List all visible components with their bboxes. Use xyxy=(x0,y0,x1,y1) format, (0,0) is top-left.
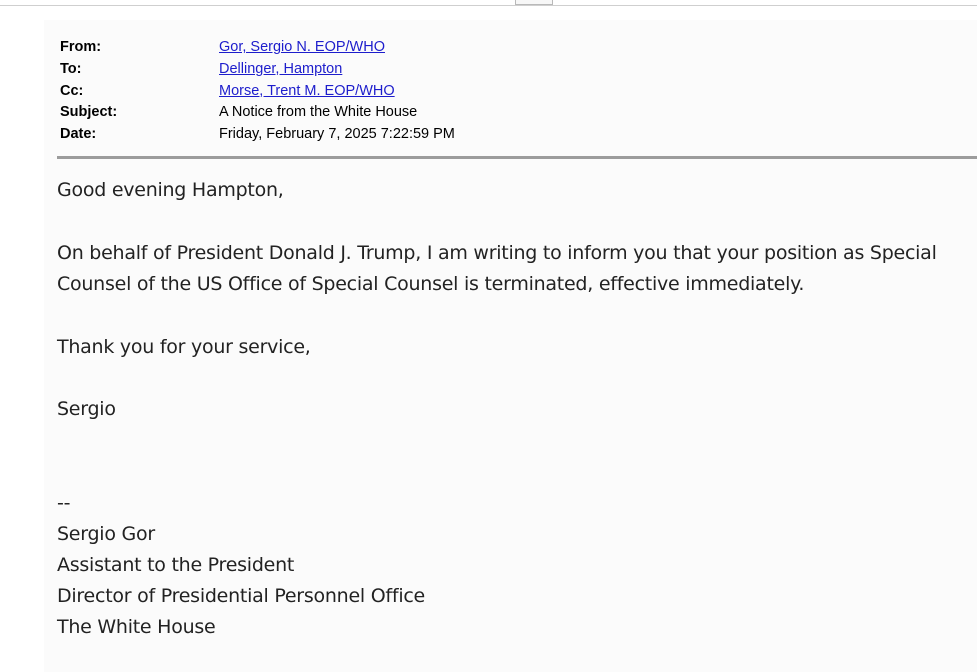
sign-name: Sergio xyxy=(57,398,116,420)
date-label: Date: xyxy=(60,126,97,143)
window-top-rule xyxy=(0,5,977,6)
signature-org: The White House xyxy=(57,616,216,638)
signature-block xyxy=(57,488,969,643)
greeting: Good evening Hampton, xyxy=(57,179,284,201)
date-value: Friday, February 7, 2025 7:22:59 PM xyxy=(219,126,455,143)
cc-label: Cc: xyxy=(60,82,84,99)
from-label: From: xyxy=(60,39,102,55)
to-link[interactable]: Dellinger, Hampton xyxy=(219,60,343,77)
subject-value: A Notice from the White House xyxy=(219,104,418,121)
header-divider xyxy=(57,156,977,159)
cc-link[interactable]: Morse, Trent M. EOP/WHO xyxy=(219,82,395,99)
to-label: To: xyxy=(60,60,82,77)
subject-label: Subject: xyxy=(60,104,118,121)
body-paragraph: On behalf of President Donald J. Trump, I am writing to inform you that your position as Special Counsel of the US Office of Special Counsel is terminated, effective immediately. xyxy=(57,242,937,295)
signature-separator: -- xyxy=(57,492,71,514)
signature-name: Sergio Gor xyxy=(57,523,155,545)
signature-role: Director of Presidential Personnel Office xyxy=(57,585,425,607)
from-link[interactable]: Gor, Sergio N. EOP/WHO xyxy=(219,39,385,55)
signature-title: Assistant to the President xyxy=(57,554,295,576)
closing: Thank you for your service, xyxy=(57,336,311,358)
window-top-tab xyxy=(515,0,553,5)
